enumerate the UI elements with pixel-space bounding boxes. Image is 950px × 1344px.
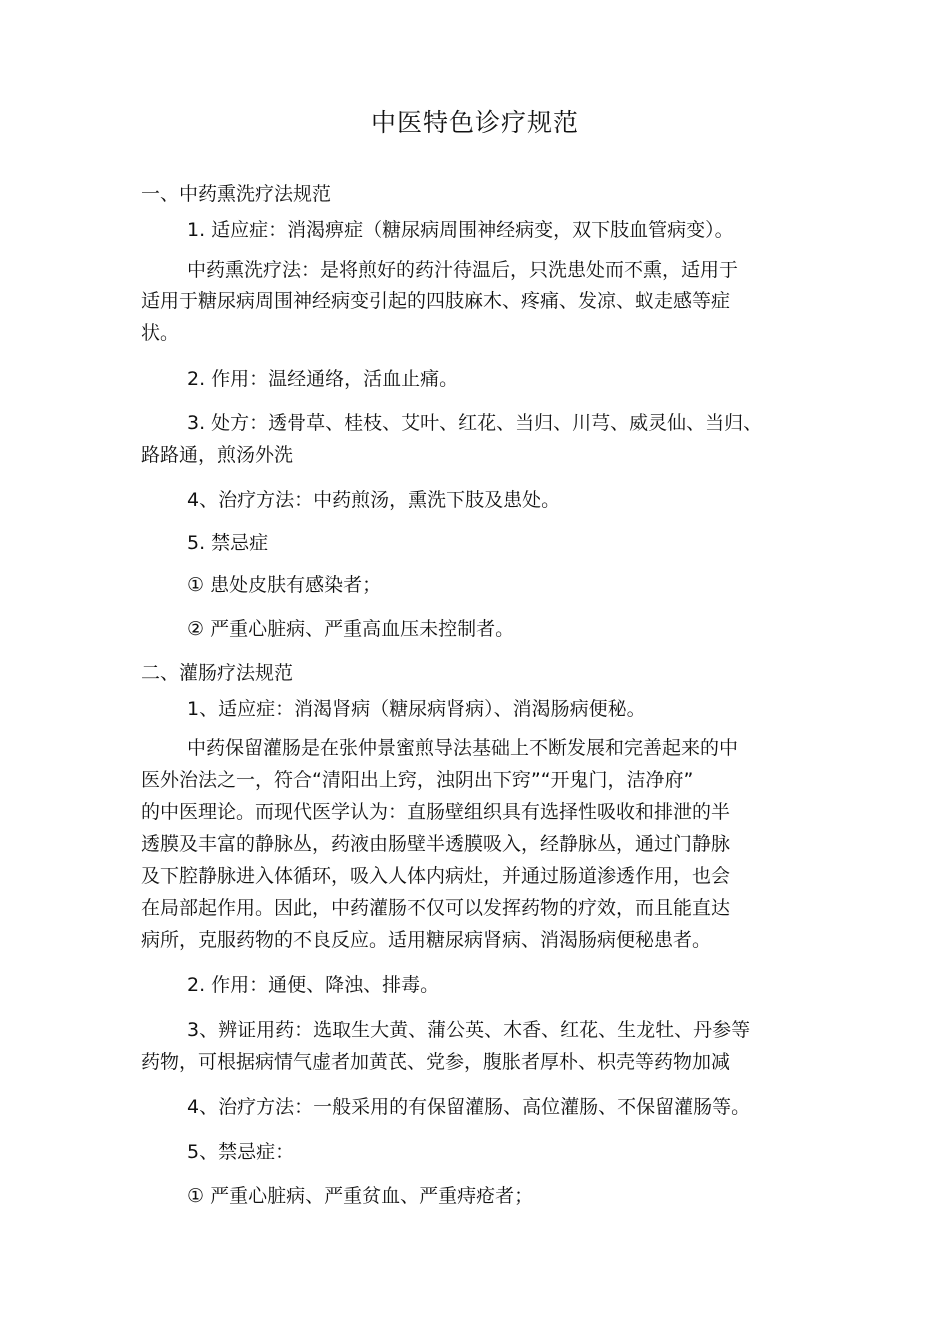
- paragraph-line: 及下腔静脉进入体循环，吸入人体内病灶，并通过肠道渗透作用，也会: [141, 865, 731, 887]
- paragraph-line: 3. 处方：透骨草、桂枝、艾叶、红花、当归、川芎、威灵仙、当归、: [187, 412, 763, 434]
- paragraph-line: 医外治法之一，符合“清阳出上窍，浊阴出下窍”“开鬼门，洁净府”: [141, 769, 694, 791]
- paragraph-line: 药物，可根据病情气虚者加黄芪、党参，腹胀者厚朴、枳壳等药物加减: [141, 1051, 731, 1073]
- paragraph-line: 病所，克服药物的不良反应。适用糖尿病肾病、消渴肠病便秘患者。: [141, 929, 712, 951]
- list-item: ② 严重心脏病、严重高血压未控制者。: [187, 618, 515, 640]
- list-item: ① 严重心脏病、严重贫血、严重痔疮者；: [187, 1185, 534, 1207]
- list-item: ① 患处皮肤有感染者；: [187, 574, 382, 596]
- paragraph-line: 1、适应症：消渴肾病（糖尿病肾病）、消渴肠病便秘。: [187, 698, 646, 720]
- paragraph-line: 透膜及丰富的静脉丛，药液由肠壁半透膜吸入，经静脉丛，通过门静脉: [141, 833, 731, 855]
- document-title: 中医特色诊疗规范: [370, 108, 579, 137]
- paragraph-line: 5、禁忌症：: [187, 1141, 295, 1163]
- paragraph-line: 在局部起作用。因此，中药灌肠不仅可以发挥药物的疗效，而且能直达: [141, 897, 731, 919]
- paragraph-line: 路路通，煎汤外洗: [141, 444, 294, 466]
- paragraph-line: 状。: [141, 322, 180, 344]
- paragraph-line: 的中医理论。而现代医学认为：直肠壁组织具有选择性吸收和排泄的半: [141, 801, 731, 823]
- paragraph-line: 4、治疗方法：中药煎汤，熏洗下肢及患处。: [187, 489, 561, 511]
- section-heading-enema: 二、灌肠疗法规范: [141, 662, 294, 684]
- section-heading-fumigation: 一、中药熏洗疗法规范: [141, 183, 332, 205]
- paragraph-line: 3、辨证用药：选取生大黄、蒲公英、木香、红花、生龙牡、丹参等: [187, 1019, 751, 1041]
- paragraph-line: 5. 禁忌症: [187, 532, 269, 554]
- paragraph-line: 中药保留灌肠是在张仲景蜜煎导法基础上不断发展和完善起来的中: [187, 737, 739, 759]
- paragraph-line: 中药熏洗疗法：是将煎好的药汁待温后，只洗患处而不熏，适用于: [187, 259, 739, 281]
- paragraph-line: 4、治疗方法：一般采用的有保留灌肠、高位灌肠、不保留灌肠等。: [187, 1096, 751, 1118]
- paragraph-line: 1. 适应症：消渴痹症（糖尿病周围神经病变，双下肢血管病变）。: [187, 219, 734, 241]
- paragraph-line: 2. 作用：通便、降浊、排毒。: [187, 974, 440, 996]
- paragraph-line: 2. 作用：温经通络，活血止痛。: [187, 368, 459, 390]
- paragraph-line: 适用于糖尿病周围神经病变引起的四肢麻木、疼痛、发凉、蚁走感等症: [141, 290, 731, 312]
